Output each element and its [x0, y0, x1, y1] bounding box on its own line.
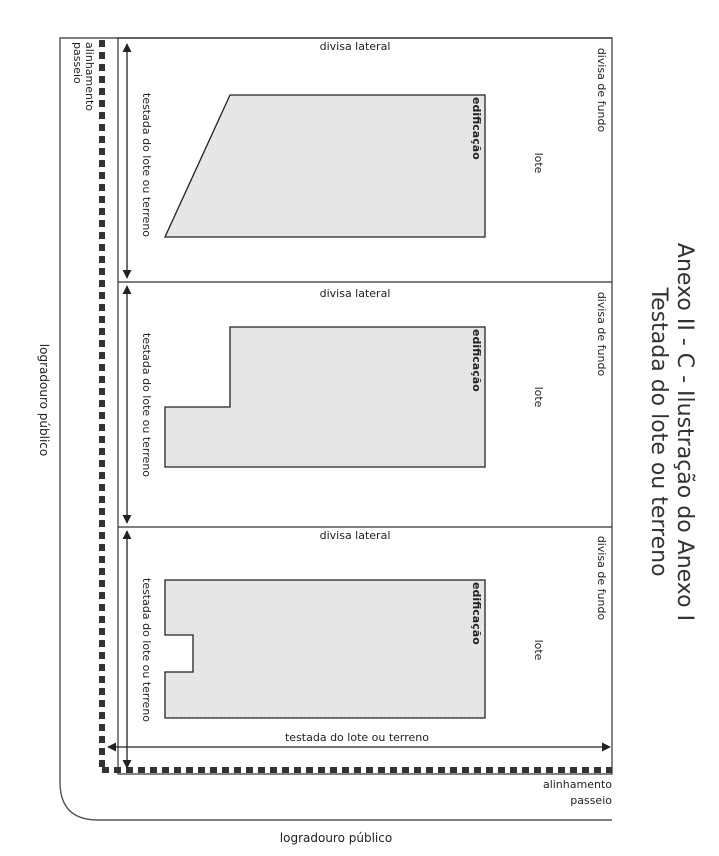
public-way-label-left: logradouro público [37, 343, 51, 457]
title-line-2: Testada do lote ou terreno [646, 287, 671, 577]
building-label-2: edificação [470, 329, 483, 392]
lateral-boundary-label-1: divisa lateral [319, 40, 391, 53]
frontage-label-2: testada do lote ou terreno [140, 332, 153, 478]
lot-label-2: lote [532, 386, 545, 408]
lateral-boundary-label-3: divisa lateral [319, 529, 391, 542]
alignment-label-left: alinhamento [83, 42, 96, 112]
lot-label-3: lote [532, 639, 545, 661]
sidewalk-label-left: passeio [71, 42, 84, 84]
public-way-label-bottom: logradouro público [279, 831, 393, 845]
building-middle [165, 327, 485, 467]
lateral-boundary-label-2: divisa lateral [319, 287, 391, 300]
building-label-1: edificação [470, 97, 483, 160]
rear-boundary-label-1: divisa de fundo [595, 47, 608, 133]
alignment-label-bottom: alinhamento [542, 778, 612, 791]
rear-boundary-label-3: divisa de fundo [595, 535, 608, 621]
building-label-3: edificação [470, 582, 483, 645]
frontage-label-1: testada do lote ou terreno [140, 92, 153, 238]
building-top [165, 95, 485, 237]
frontage-label-3: testada do lote ou terreno [140, 577, 153, 723]
frontage-label-horizontal: testada do lote ou terreno [284, 731, 430, 744]
lot-label-1: lote [532, 152, 545, 174]
building-bottom [165, 580, 485, 718]
title-line-1: Anexo II - C - Ilustração do Anexo I [672, 242, 697, 622]
sidewalk-label-bottom: passeio [570, 794, 612, 807]
rear-boundary-label-2: divisa de fundo [595, 291, 608, 377]
